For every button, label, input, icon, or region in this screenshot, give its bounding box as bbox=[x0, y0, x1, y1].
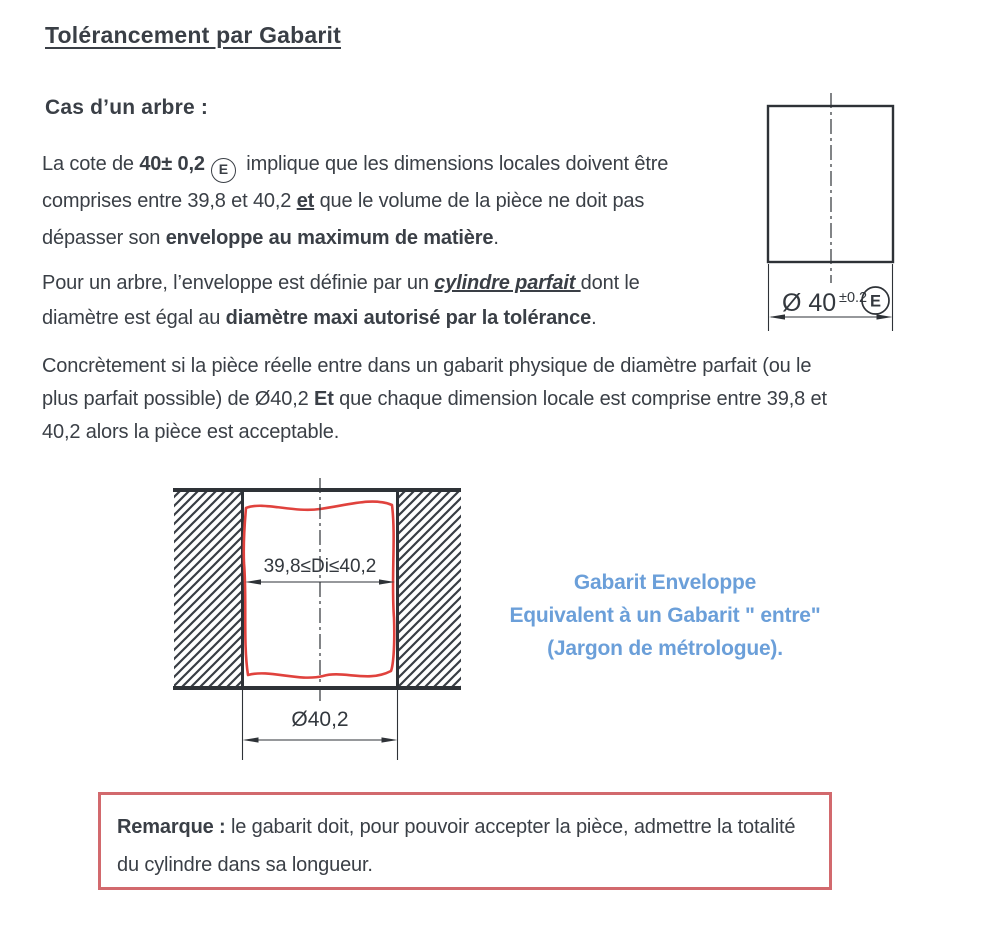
paragraph-concretement: Concrètement si la pièce réelle entre dans un gabarit physique de diamètre parfait (ou le plus parfait possible) de Ø40,2 Et que chaque dimension locale est comprise entre 39,8 et 40,2 alors la pièce est acceptable. bbox=[42, 355, 827, 443]
remark-text: Remarque : le gabarit doit, pour pouvoir accepter la pièce, admettre la totalité du cylindre dans sa longueur. bbox=[117, 816, 796, 876]
paragraph-cote: La cote de 40± 0,2 E implique que les dimensions locales doivent être comprises entre 39,8 et 40,2 et que le volume de la pièce ne doit pas dépasser son enveloppe au maximum de matière. bbox=[42, 153, 669, 249]
arrowhead-right-icon bbox=[382, 737, 398, 742]
caption-line-3: (Jargon de métrologue). bbox=[547, 637, 783, 660]
caption-line-2: Equivalent à un Gabarit " entre" bbox=[509, 604, 821, 627]
gauge-dimension-label: Ø40,2 bbox=[291, 708, 349, 731]
caption-line-1: Gabarit Enveloppe bbox=[573, 571, 757, 594]
shaft-dimension-label: Ø 40 bbox=[782, 289, 837, 317]
shaft-tolerance-label: ±0.2 bbox=[839, 290, 868, 306]
local-dimension-label: 39,8≤Di≤40,2 bbox=[263, 556, 377, 577]
envelope-symbol-letter: E bbox=[869, 292, 882, 311]
envelope-symbol: E bbox=[211, 158, 236, 183]
gauge-hatch-right bbox=[399, 492, 461, 686]
gauge-drawing bbox=[158, 468, 482, 768]
paragraph-enveloppe: Pour un arbre, l’enveloppe est définie par un cylindre parfait dont le diamètre est égal au diamètre maxi autorisé par la tolérance. bbox=[42, 272, 640, 329]
arrowhead-right-icon bbox=[877, 314, 893, 319]
arrowhead-left-icon bbox=[245, 579, 261, 584]
arrowhead-left-icon bbox=[243, 737, 259, 742]
gauge-caption bbox=[470, 566, 860, 665]
part-real-profile bbox=[244, 502, 395, 678]
section-heading: Cas d’un arbre : bbox=[45, 96, 209, 119]
shaft-drawing bbox=[740, 85, 1008, 340]
gauge-hatch-left bbox=[174, 492, 242, 686]
remark-box bbox=[98, 792, 832, 890]
page-title: Tolérancement par Gabarit bbox=[45, 22, 341, 48]
